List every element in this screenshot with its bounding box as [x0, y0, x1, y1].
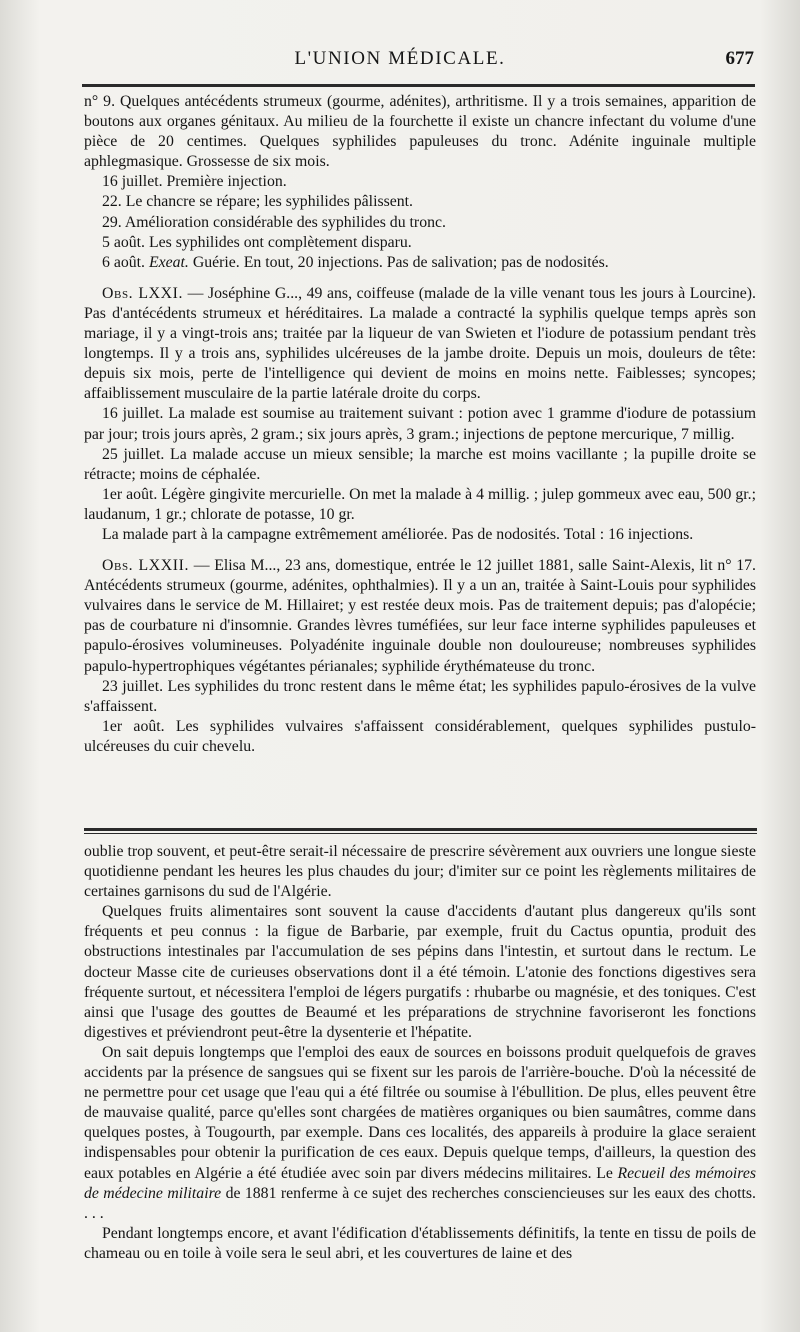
feuilleton-section	[84, 842, 756, 1264]
obs71-p4: 1er août. Légère gingivite mercurielle. On met la malade à 4 millig. ; julep gommeux avec eau, 500 gr.; laudanum, 1 gr.; chlorate de potasse, 10 gr.	[84, 485, 756, 523]
obs70-intro: n° 9. Quelques antécédents strumeux (gourme, adénites), arthritisme. Il y a trois semaines, apparition de boutons aux organes génitaux. Au milieu de la fourchette il existe un chancre infectant du volume d'une pièce de 20 centimes. Quelques syphilides papuleuses du tronc. Adénite inguinale multiple aphlegmasique. Grossesse de six mois.	[84, 93, 756, 171]
obs72-paragraph	[84, 556, 756, 677]
recueil-title: Recueil des mémoires de médecine militaire	[84, 1164, 757, 1202]
obs70-line-4: 5 août. Les syphilides ont complètement disparu.	[102, 233, 412, 251]
obs70-line-5	[84, 253, 756, 273]
feuilleton-p4: Pendant longtemps encore, et avant l'édification d'établissements définitifs, la tente en tissu de poils de chameau ou en toile à voile sera le seul abri, et les couvertures de laine et des	[84, 1224, 756, 1262]
feuilleton-p3	[84, 1043, 756, 1224]
obs72-text: — Elisa M..., 23 ans, domestique, entrée le 12 juillet 1881, salle Saint-Alexis, lit n° 17. Antécédents strumeux (gourme, adénites, ophthalmies). Il y a un an, traitée à Saint-Louis pour syphilides vulvaires dans le service de M. Hillairet; y est restée deux mois. Pas de traitement depuis; pas d'alopécie; pas de courbature ni d'insomnie. Grandes lèvres tuméfiées, sur leur face interne syphilides papuleuses et papulo-érosives volumineuses. Polyadénite inguinale double non douloureuse; nombreuses syphilides papulo-hypertrophiques végétantes périanales; syphilide érythémateuse du tronc.	[84, 557, 757, 675]
obs71-p2: 16 juillet. La malade est soumise au traitement suivant : potion avec 1 gramme d'iodure de potassium par jour; trois jours après, 2 gram.; six jours après, 3 gram.; injections de peptone mercurique, 7 millig.	[84, 405, 756, 443]
journal-title: L'UNION MÉDICALE.	[294, 48, 506, 69]
obs70-line-5-date: 6 août.	[102, 253, 145, 271]
page-header	[0, 48, 800, 78]
exeat-word: Exeat.	[148, 253, 189, 271]
obs71-text: — Joséphine G..., 49 ans, coiffeuse (malade de la ville venant tous les jours à Lourcine). Pas d'antécédents strumeux et héréditaires. La malade a contracté la syphilis quelque temps après son mariage, il y a vingt-trois ans; traitée par la liqueur de van Swieten et l'iodure de potassium pendant très longtemps. Il y a trois ans, syphilides ulcéreuses de la jambe droite. Depuis un mois, douleurs de tête: depuis six mois, perte de l'intelligence qui devient de moins en moins nette. Faiblesses; syncopes; affaiblissement musculaire de la partie latérale droite du corps.	[84, 284, 756, 403]
observations-section	[84, 92, 756, 757]
feuilleton-p2: Quelques fruits alimentaires sont souvent la cause d'accidents d'autant plus dangereux qu'ils sont fréquents et peu connus : la figue de Barbarie, par exemple, fruit du Cactus opuntia, produit des obstructions intestinales par l'accumulation de ses pépins dans l'intestin, et surtout dans le rectum. Le docteur Masse cite de curieuses observations dont il a été témoin. L'atonie des fonctions digestives sera fréquente surtout, et nécessitera l'emploi de légers purgatifs : rhubarbe ou magnésie, et des toniques. C'est ainsi que l'usage des gouttes de Beaumé et les préparations de strychnine favoriseront les fonctions digestives et préviendront peut-être la dysenterie et l'hépatite.	[84, 903, 756, 1041]
obs71-p5: La malade part à la campagne extrêmement améliorée. Pas de nodosités. Total : 16 injections.	[102, 525, 694, 543]
obs71-paragraph	[84, 284, 756, 405]
obs72-label: Obs. LXXII.	[102, 557, 190, 575]
obs70-line-2: 22. Le chancre se répare; les syphilides pâlissent.	[102, 193, 414, 211]
obs70-line-5-rest: Guérie. En tout, 20 injections. Pas de salivation; pas de nodosités.	[192, 253, 609, 271]
obs71-label: Obs. LXXI.	[102, 284, 184, 302]
header-rule	[82, 84, 755, 87]
feuilleton-p3-end: de 1881 renferme à ce sujet des recherches consciencieuses sur les eaux des chotts. . . .	[84, 1184, 756, 1222]
obs70-line-1: 16 juillet. Première injection.	[102, 173, 287, 191]
page-number: 677	[725, 48, 754, 69]
feuilleton-p3-start: On sait depuis longtemps que l'emploi des eaux de sources en boissons produit quelquefois de graves accidents par la présence de sangsues qui se fixent sur les parois de l'arrière-bouche. D'où la nécessité de ne permettre pour cet usage que l'eau qui a été filtrée ou soumise à l'ébullition. De plus, elles peuvent être de mauvaise qualité, parce qu'elles sont chargées de matières organiques ou bien saumâtres, comme dans quelques postes, à Tougourth, par exemple. Dans ces localités, des appareils à produire la glace seraient indispensables pour obtenir la purification de ces eaux. Depuis quelque temps, d'ailleurs, la question des eaux potables en Algérie a été étudiée avec soin par divers médecins militaires. Le	[84, 1043, 756, 1182]
obs71-p3: 25 juillet. La malade accuse un mieux sensible; la marche est moins vacillante ; la pupille droite se rétracte; moins de céphalée.	[84, 445, 756, 483]
section-separator	[84, 828, 757, 834]
feuilleton-p1: oublie trop souvent, et peut-être serait-il nécessaire de prescrire sévèrement aux ouvriers une longue sieste quotidienne pendant les heures les plus chaudes du jour; d'imiter sur ce point les règlements militaires de certaines garnisons du sud de l'Algérie.	[84, 843, 756, 901]
obs72-p3: 1er août. Les syphilides vulvaires s'affaissent considérablement, quelques syphilides pustulo-ulcéreuses du cuir chevelu.	[84, 717, 756, 755]
obs72-p2: 23 juillet. Les syphilides du tronc restent dans le même état; les syphilides papulo-érosives de la vulve s'affaissent.	[84, 677, 756, 715]
obs70-line-3: 29. Amélioration considérable des syphilides du tronc.	[102, 213, 446, 231]
